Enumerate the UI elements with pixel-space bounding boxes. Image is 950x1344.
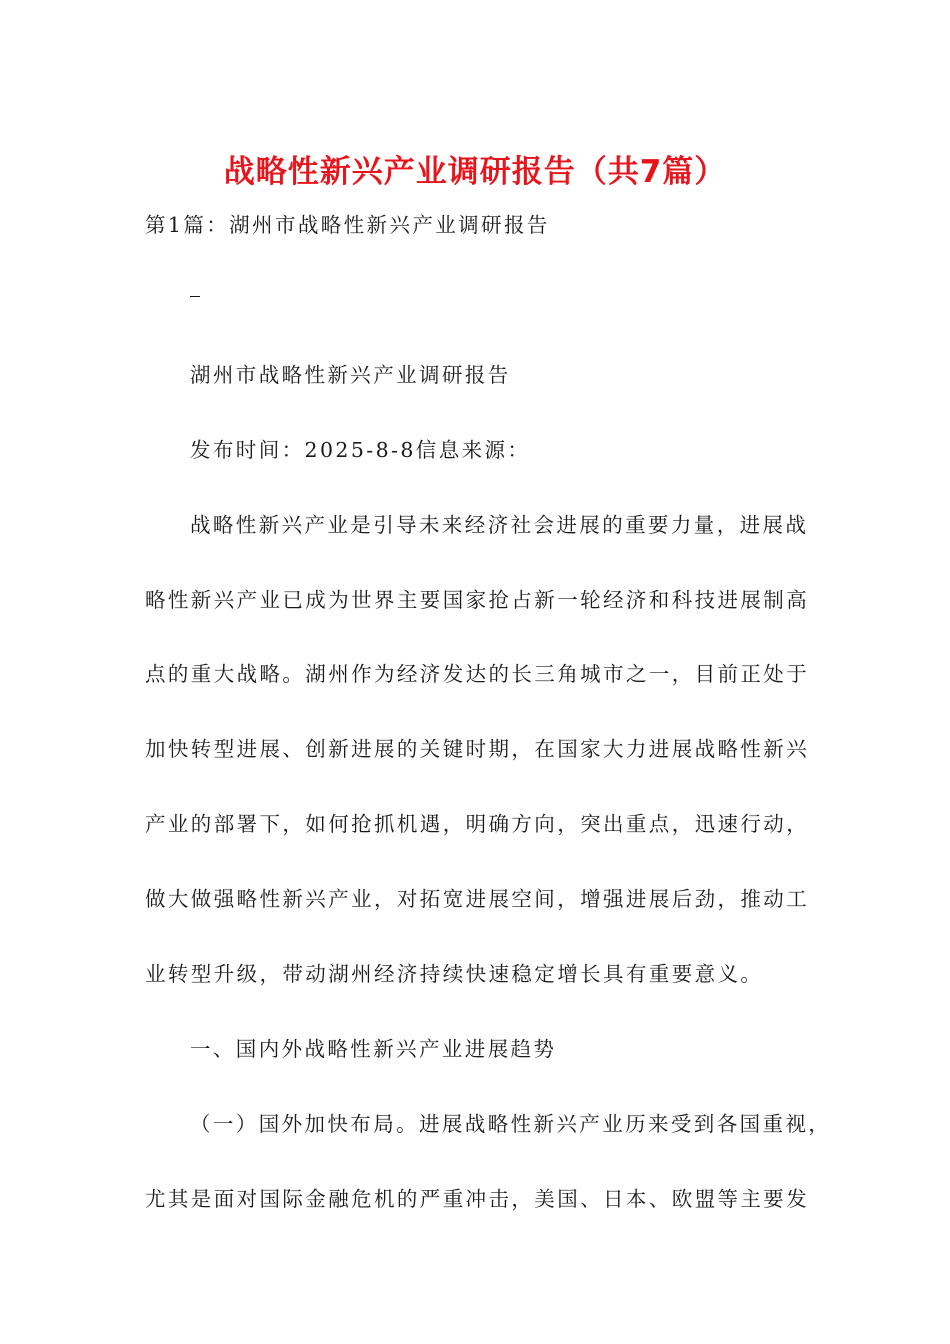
paragraph-line: 做大做强略性新兴产业，对拓宽进展空间，增强进展后劲，推动工 bbox=[145, 887, 810, 911]
paragraph-line: 尤其是面对国际金融危机的严重冲击，美国、日本、欧盟等主要发 bbox=[145, 1187, 810, 1211]
report-subtitle: 湖州市战略性新兴产业调研报告 bbox=[190, 363, 511, 387]
paragraph-line: 产业的部署下，如何抢抓机遇，明确方向，突出重点，迅速行动， bbox=[145, 812, 810, 836]
chapter-heading: 第1篇：湖州市战略性新兴产业调研报告 bbox=[145, 213, 550, 237]
separator-dash bbox=[190, 296, 200, 297]
publish-info: 发布时间：2025-8-8信息来源： bbox=[190, 438, 531, 462]
paragraph-line: （一）国外加快布局。进展战略性新兴产业历来受到各国重视， bbox=[190, 1112, 832, 1136]
paragraph-line: 战略性新兴产业是引导未来经济社会进展的重要力量，进展战 bbox=[190, 513, 809, 537]
paragraph-line: 点的重大战略。湖州作为经济发达的长三角城市之一，目前正处于 bbox=[145, 662, 810, 686]
section-heading: 一、国内外战略性新兴产业进展趋势 bbox=[190, 1037, 557, 1061]
paragraph-line: 业转型升级，带动湖州经济持续快速稳定增长具有重要意义。 bbox=[145, 962, 764, 986]
paragraph-line: 略性新兴产业已成为世界主要国家抢占新一轮经济和科技进展制高 bbox=[145, 588, 810, 612]
document-title: 战略性新兴产业调研报告（共7篇） bbox=[223, 154, 727, 190]
paragraph-line: 加快转型进展、创新进展的关键时期，在国家大力进展战略性新兴 bbox=[145, 737, 810, 761]
